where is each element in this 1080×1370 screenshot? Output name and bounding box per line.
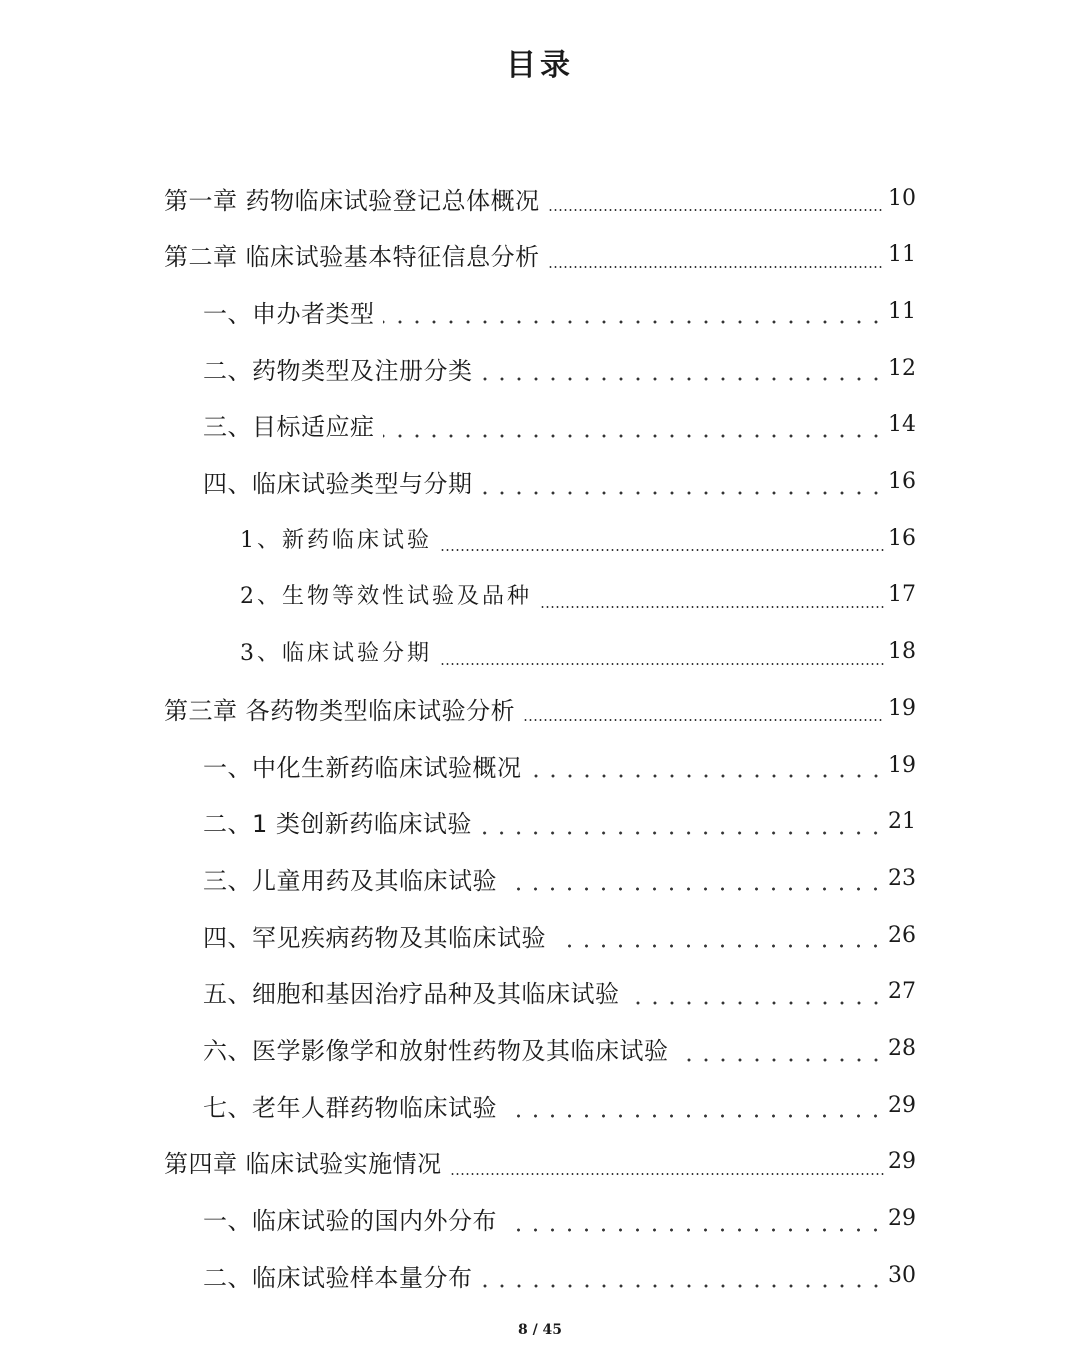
toc-dot-leader (450, 1156, 884, 1176)
toc-entry-title: 一、临床试验的国内外分布 (203, 1207, 497, 1236)
toc-page-number: 29 (888, 1206, 916, 1232)
toc-entry-title: 五、细胞和基因治疗品种及其临床试验 (203, 980, 620, 1009)
toc-entry-title: 一、中化生新药临床试验概况 (203, 753, 522, 782)
toc-page-number: 11 (888, 242, 916, 268)
toc-dot-leader (505, 1213, 884, 1233)
toc-entry-title: 二、1 类创新药临床试验 (203, 810, 472, 839)
toc-dot-leader (480, 816, 884, 836)
toc-page-number: 16 (888, 469, 916, 494)
toc-page-number: 17 (888, 582, 916, 608)
toc-entry[interactable] (240, 567, 916, 623)
toc-entry-title: 第二章 临床试验基本特征信息分析 (164, 243, 540, 272)
page-footer: 8 / 45 (517, 1322, 563, 1338)
toc-page-number: 21 (888, 809, 916, 835)
toc-page-number: 16 (888, 525, 916, 551)
toc-page-number: 12 (888, 355, 916, 381)
toc-entry-title: 1、新药临床试验 (240, 527, 432, 553)
toc-dot-leader (554, 929, 884, 949)
toc-entry[interactable] (164, 227, 916, 283)
toc-dot-leader (383, 419, 885, 439)
toc-page-number: 27 (888, 979, 916, 1005)
toc-entry[interactable] (203, 850, 916, 906)
toc-entry[interactable] (164, 680, 916, 736)
toc-entry-title: 三、目标适应症 (203, 413, 375, 442)
toc-entry-title: 第一章 药物临床试验登记总体概况 (164, 186, 540, 215)
toc-page-number: 19 (888, 752, 916, 778)
toc-entry[interactable] (203, 794, 916, 850)
toc-entry-title: 三、儿童用药及其临床试验 (203, 866, 497, 895)
toc-dot-leader (481, 362, 885, 382)
page-title: 目录 (506, 48, 574, 83)
toc-entry-title: 2、生物等效性试验及品种 (240, 584, 532, 610)
toc-entry-title: 二、药物类型及注册分类 (203, 356, 473, 385)
toc-dot-leader (383, 305, 885, 325)
toc-page-number: 28 (888, 1036, 916, 1061)
toc-entry-title: 第三章 各药物类型临床试验分析 (164, 696, 516, 725)
toc-entry-title: 一、申办者类型 (203, 299, 375, 328)
toc-dot-leader (440, 532, 884, 552)
toc-dot-leader (481, 1269, 885, 1289)
toc-dot-leader (481, 476, 885, 496)
toc-entry[interactable] (203, 964, 916, 1020)
toc-dot-leader (628, 986, 885, 1006)
toc-dot-leader (540, 589, 884, 609)
toc-entry[interactable] (203, 397, 916, 453)
toc-page-number: 29 (888, 1149, 916, 1175)
toc-entry-title: 二、临床试验样本量分布 (203, 1263, 473, 1292)
toc-entry[interactable] (203, 340, 916, 396)
toc-entry-title: 七、老年人群药物临床试验 (203, 1093, 497, 1122)
toc-entry[interactable] (164, 170, 916, 226)
toc-page-number: 10 (888, 185, 916, 211)
toc-entry[interactable] (203, 1077, 916, 1133)
toc-page-number: 18 (888, 639, 916, 665)
toc-entry[interactable] (203, 737, 916, 793)
toc-entry[interactable] (240, 624, 916, 680)
toc-page-number: 30 (888, 1262, 916, 1288)
toc-page-number: 19 (888, 695, 916, 721)
toc-entry[interactable] (203, 1191, 916, 1247)
toc-entry[interactable] (203, 1247, 916, 1303)
toc-dot-leader (548, 249, 884, 269)
toc-dot-leader (505, 872, 884, 892)
toc-entry[interactable] (203, 454, 916, 510)
toc-entry-title: 四、临床试验类型与分期 (203, 470, 473, 498)
toc-entry[interactable] (240, 510, 916, 566)
toc-entry-title: 3、临床试验分期 (240, 641, 432, 667)
toc-dot-leader (548, 192, 884, 212)
toc-page-number: 14 (888, 412, 916, 438)
toc-dot-leader (505, 1099, 884, 1119)
toc-page-number: 26 (888, 922, 916, 948)
toc-entry[interactable] (203, 907, 916, 963)
toc-entry-title: 四、罕见疾病药物及其临床试验 (203, 923, 546, 952)
toc-dot-leader (440, 646, 884, 666)
toc-entry[interactable] (203, 283, 916, 339)
toc-entry[interactable] (164, 1134, 916, 1190)
toc-dot-leader (523, 702, 884, 722)
toc-entry-title: 六、医学影像学和放射性药物及其临床试验 (203, 1037, 669, 1065)
toc-page-number: 29 (888, 1092, 916, 1118)
toc-dot-leader (677, 1043, 885, 1063)
toc-page-number: 23 (888, 865, 916, 891)
toc-entry[interactable] (203, 1021, 916, 1077)
toc-dot-leader (530, 759, 885, 779)
toc-page-number: 11 (888, 298, 916, 324)
toc-entry-title: 第四章 临床试验实施情况 (164, 1150, 442, 1179)
